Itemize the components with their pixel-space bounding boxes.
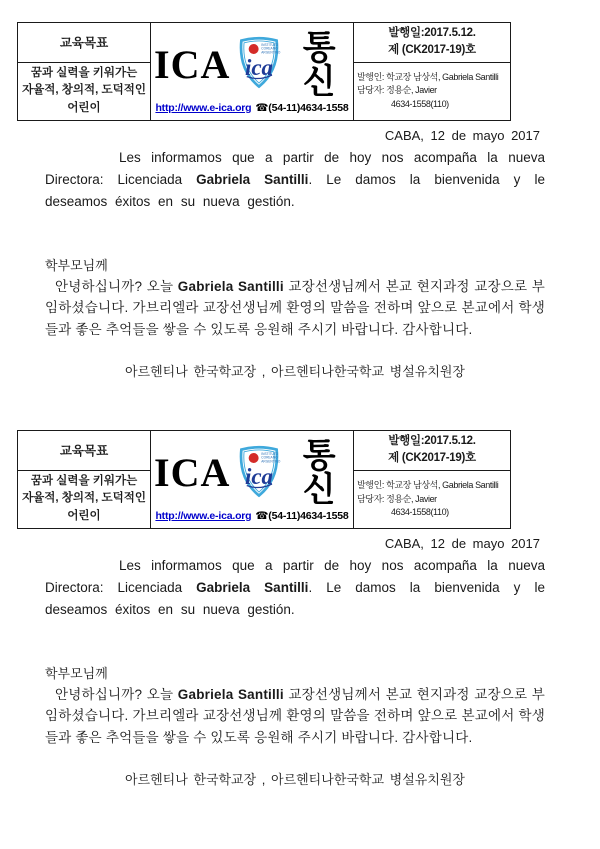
issue-number: 제 (CK2017-19)호	[388, 452, 476, 465]
issue-date: 발행일:2017.5.12.	[388, 27, 476, 39]
issue-info	[354, 23, 511, 63]
masthead-logo-cell	[151, 431, 354, 529]
publisher-info	[354, 470, 511, 528]
phone-number: ☎(54-11)4634-1558	[255, 101, 349, 114]
director-name-bold: Gabriela Santilli	[177, 686, 284, 702]
masthead-ica-text: ICA	[154, 41, 231, 87]
publisher-line: 발행인: 학교장 남상석, Gabriela Santilli	[357, 71, 499, 82]
issue-date: 발행일:2017.5.12.	[388, 435, 476, 448]
issue-info	[354, 431, 511, 471]
logo-caption-line: COREANO	[261, 47, 278, 52]
masthead-tongsin-text: 통신	[302, 437, 336, 510]
phone-number: ☎(54-11)4634-1558	[255, 510, 349, 523]
logo-caption-line: ARGENTINO	[261, 51, 281, 56]
publisher-line: 발행인: 학교장 남상석, Gabriela Santilli	[357, 480, 499, 491]
education-goal-title: 교육목표	[18, 431, 151, 471]
manager-phone: 4634-1558(110)	[391, 507, 449, 518]
masthead-logo-cell	[151, 23, 354, 121]
signature-line: 아르헨티나 한국학교장 , 아르헨티나한국학교 병설유치원장	[124, 364, 465, 380]
greeting-line: 학부모님께	[45, 665, 108, 681]
notice-copy-2	[0, 380, 600, 788]
director-name-bold: Gabriela Santilli	[196, 171, 309, 187]
korean-paragraph: 안녕하십니까? 오늘 Gabriela Santilli 교장선생님께서 본교 현지과정 교장으로 부임하셨습니다. 가브리엘라 교장선생님께 환영의 말씀을 전하며 앞으로 본교에서 학생들과 좋은 추억들을 쌓을 수 있도록 응원해 주시기 바랍니다. 감사합니다.	[45, 278, 546, 338]
education-goal-title: 교육목표	[18, 23, 151, 63]
publisher-info	[354, 62, 511, 120]
signature-line: 아르헨티나 한국학교장 , 아르헨티나한국학교 병설유치원장	[124, 772, 465, 788]
masthead-table	[17, 430, 511, 529]
logo-script-text: ica	[245, 463, 274, 489]
spanish-paragraph: Les informamos que a partir de hoy nos acompaña la nueva Directora: Licenciada Gabriela Santilli. Le damos la bienvenida y le deseamos éxitos en su nueva gestión.	[45, 149, 545, 209]
logo-caption-line: COREANO	[261, 455, 278, 460]
manager-line: 담당자: 정용순, Javier	[357, 493, 437, 504]
ica-shield-logo	[236, 35, 282, 94]
website-link[interactable]: http://www.e-ica.org	[155, 510, 252, 523]
logo-red-dot	[249, 453, 259, 463]
masthead-table	[17, 22, 511, 121]
manager-phone: 4634-1558(110)	[391, 98, 449, 109]
logo-caption-line: INSTITUTO	[261, 43, 279, 48]
director-name-bold: Gabriela Santilli	[177, 278, 284, 294]
logo-caption-line: INSTITUTO	[261, 451, 279, 456]
director-name-bold: Gabriela Santilli	[196, 579, 309, 595]
website-link[interactable]: http://www.e-ica.org	[155, 101, 252, 114]
logo-red-dot	[249, 44, 259, 54]
logo-script-text: ica	[245, 55, 274, 81]
manager-line: 담당자: 정용순, Javier	[357, 85, 437, 96]
korean-paragraph: 안녕하십니까? 오늘 Gabriela Santilli 교장선생님께서 본교 현지과정 교장으로 부임하셨습니다. 가브리엘라 교장선생님께 환영의 말씀을 전하며 앞으로 본교에서 학생들과 좋은 추억들을 쌓을 수 있도록 응원해 주시기 바랍니다. 감사합니다.	[45, 686, 546, 746]
ica-shield-logo	[236, 444, 282, 503]
date-line: CABA, 12 de mayo 2017	[384, 127, 540, 143]
notice-copy-1	[0, 0, 600, 380]
issue-number: 제 (CK2017-19)호	[388, 44, 476, 57]
spanish-paragraph: Les informamos que a partir de hoy nos acompaña la nueva Directora: Licenciada Gabriela Santilli. Le damos la bienvenida y le deseamos éxitos en su nueva gestión.	[45, 558, 545, 617]
masthead-ica-text: ICA	[154, 450, 231, 496]
education-goal-motto: 꿈과 실력을 키워가는 자율적, 창의적, 도덕적인 어린이	[18, 62, 151, 120]
greeting-line: 학부모님께	[45, 257, 108, 273]
date-line: CABA, 12 de mayo 2017	[384, 536, 540, 552]
logo-caption-line: ARGENTINO	[261, 459, 281, 464]
masthead-tongsin-text: 통신	[302, 28, 336, 101]
education-goal-motto: 꿈과 실력을 키워가는 자율적, 창의적, 도덕적인 어린이	[18, 470, 151, 528]
